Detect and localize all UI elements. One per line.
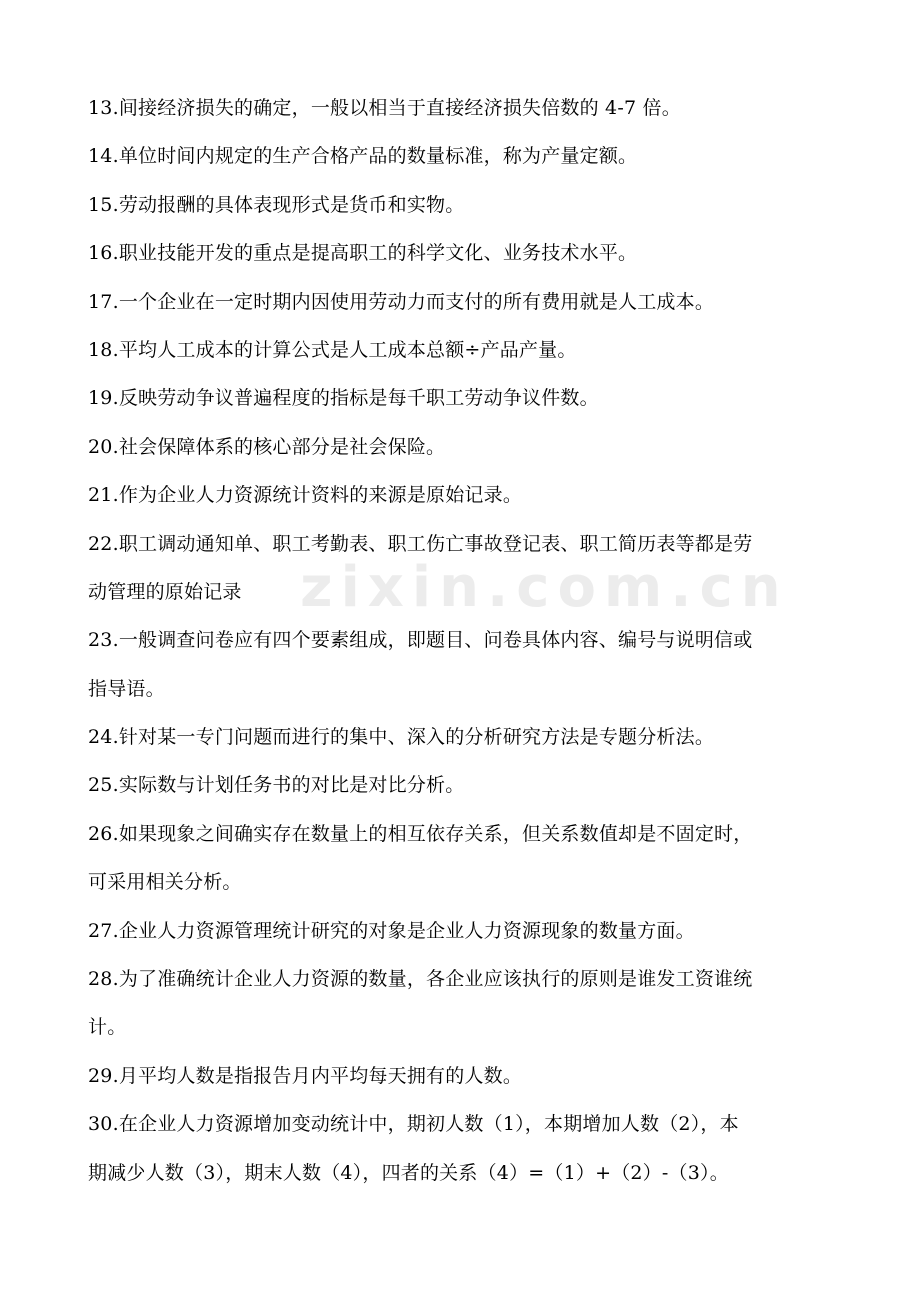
text-line-22b: 动管理的原始记录 [88,580,242,603]
text-line-15: 15.劳动报酬的具体表现形式是货币和实物。 [88,193,465,216]
text-line-29: 29.月平均人数是指报告月内平均每天拥有的人数。 [88,1064,523,1087]
text-line-23a: 23.一般调查问卷应有四个要素组成，即题目、问卷具体内容、编号与说明信或 [88,629,753,652]
text-line-20: 20.社会保障体系的核心部分是社会保险。 [88,435,446,458]
text-line-27: 27.企业人力资源管理统计研究的对象是企业人力资源现象的数量方面。 [88,919,695,942]
text-line-16: 16.职业技能开发的重点是提高职工的科学文化、业务技术水平。 [88,242,638,265]
text-line-28b: 计。 [88,1016,127,1039]
watermark: zixin.com.cn [300,555,789,620]
text-line-22a: 22.职工调动通知单、职工考勤表、职工伤亡事故登记表、职工简历表等都是劳 [88,532,753,555]
text-line-25: 25.实际数与计划任务书的对比是对比分析。 [88,774,465,797]
text-line-17: 17.一个企业在一定时期内因使用劳动力而支付的所有费用就是人工成本。 [88,290,715,313]
text-line-30a: 30.在企业人力资源增加变动统计中，期初人数（1），本期增加人数（2），本 [88,1113,739,1136]
text-line-28a: 28.为了准确统计企业人力资源的数量，各企业应该执行的原则是谁发工资谁统 [88,968,753,991]
text-line-23b: 指导语。 [88,677,165,700]
text-line-14: 14.单位时间内规定的生产合格产品的数量标准，称为产量定额。 [88,145,638,168]
text-line-13: 13.间接经济损失的确定，一般以相当于直接经济损失倍数的 4-7 倍。 [88,97,681,119]
text-line-24: 24.针对某一专门问题而进行的集中、深入的分析研究方法是专题分析法。 [88,726,715,749]
text-line-21: 21.作为企业人力资源统计资料的来源是原始记录。 [88,484,523,507]
text-line-30b: 期减少人数（3），期末人数（4），四者的关系（4）=（1）+（2）-（3）。 [88,1161,729,1184]
text-line-19: 19.反映劳动争议普遍程度的指标是每千职工劳动争议件数。 [88,387,599,410]
document-body [88,96,838,1209]
text-line-18: 18.平均人工成本的计算公式是人工成本总额÷产品产量。 [88,338,577,361]
text-line-26a: 26.如果现象之间确实存在数量上的相互依存关系，但关系数值却是不固定时， [88,822,753,845]
text-line-26b: 可采用相关分析。 [88,871,242,894]
